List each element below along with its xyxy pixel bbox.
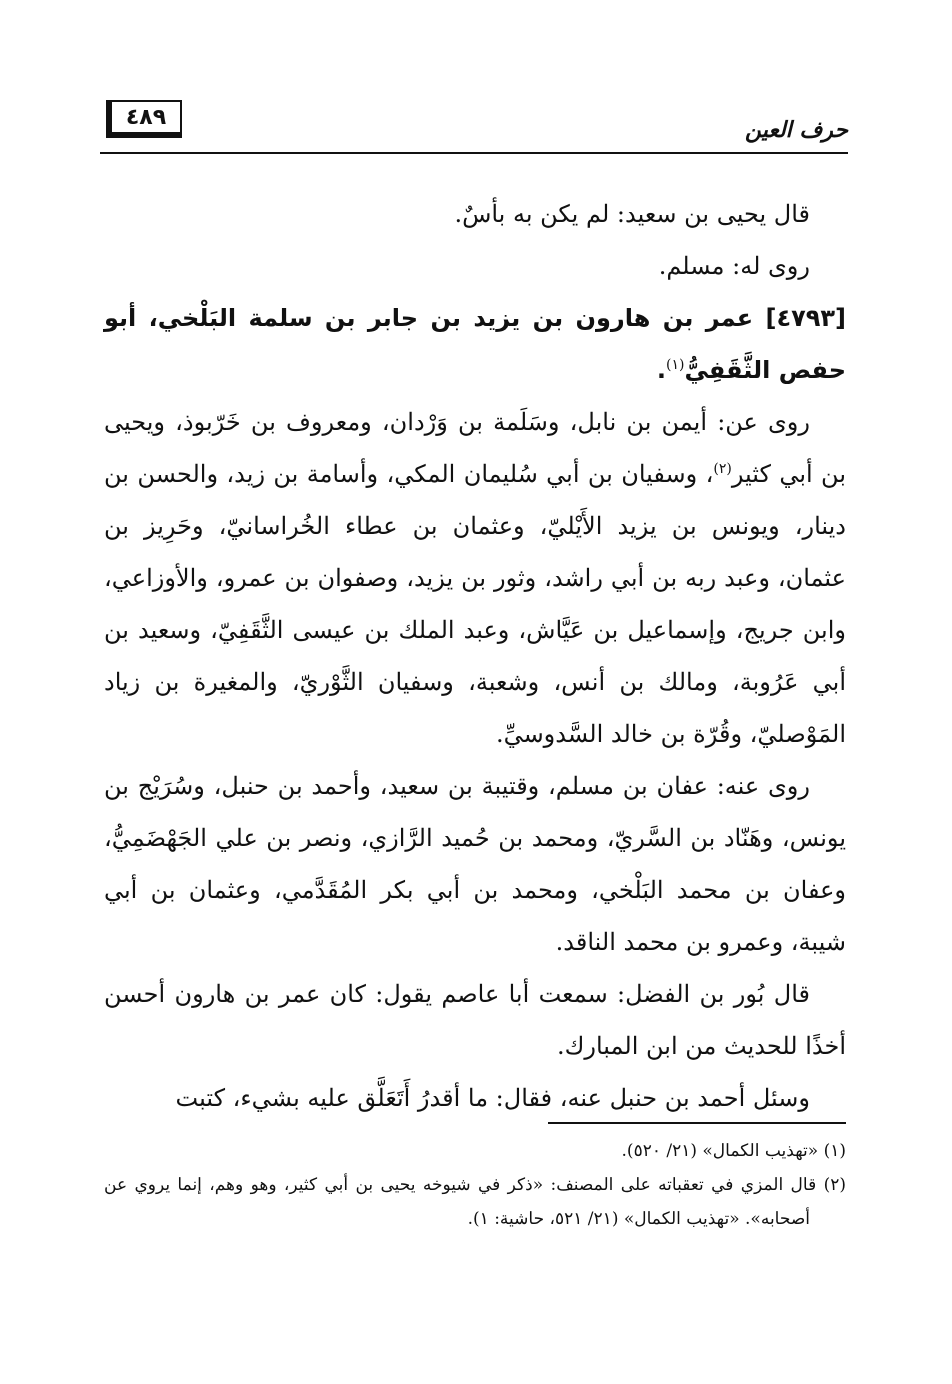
footnote-1: (١) «تهذيب الكمال» (٢١/ ٥٢٠). <box>621 1141 846 1161</box>
paragraph-narrated-by: روى له: مسلم. <box>658 252 810 280</box>
teachers-text-part1: روى عن: أيمن بن نابل، وسَلَمة بن وَرْدان، ومعروف بن خَرّبوذ، ويحيى بن أبي كثير <box>104 408 846 488</box>
page-header <box>100 88 848 158</box>
paragraph-yahya-quote: قال يحيى بن سعيد: لم يكن به بأسٌ. <box>454 200 810 228</box>
footnote-2: (٢) قال المزي في تعقباته على المصنف: «ذكر في شيوخه يحيى بن أبي كثير، وهو وهم، إنما يروي عن أصحابه». «تهذيب الكمال» (٢١/ ٥٢١، حاشية: ١). <box>104 1175 846 1229</box>
paragraph-students: روى عنه: عفان بن مسلم، وقتيبة بن سعيد، وأحمد بن حنبل، وسُرَيْج بن يونس، وهَنّاد بن السَّريّ، ومحمد بن حُميد الرَّازي، ونصر بن علي الجَهْضَمِيُّ، وعفان بن محمد البَلْخي، ومحمد بن أبي بكر المُقَدَّمي، وعثمان بن أبي شيبة، وعمرو بن محمد الناقد. <box>104 772 846 956</box>
footnote-marker-1: (١) <box>666 357 685 373</box>
paragraph-bur-quote: قال بُور بن الفضل: سمعت أبا عاصم يقول: كان عمر بن هارون أحسن أخذًا للحديث من ابن المبارك. <box>104 980 846 1060</box>
footnotes <box>104 1134 846 1236</box>
footnote-marker-2: (٢) <box>713 461 732 477</box>
entry-heading-end: . <box>656 356 666 384</box>
page-number: ٤٨٩ <box>106 100 182 138</box>
running-title: حرف العين <box>744 118 848 143</box>
paragraph-ahmad-quote: وسئل أحمد بن حنبل عنه، فقال: ما أقدرُ أَتَعَلَّق عليه بشيء، كتبت <box>175 1084 810 1112</box>
header-rule <box>100 152 848 154</box>
entry-heading-text: [٤٧٩٣] عمر بن هارون بن يزيد بن جابر بن سلمة البَلْخي، أبو حفص الثَّقَفِيُّ <box>104 304 846 384</box>
entry-heading <box>104 292 846 396</box>
footnote-rule <box>548 1122 846 1124</box>
teachers-text-part2: ، وسفيان بن أبي سُليمان المكي، وأسامة بن زيد، والحسن بن دينار، ويونس بن يزيد الأَيْليّ، وعثمان بن عطاء الخُراسانيّ، وحَرِيز بن عثمان، وعبد ربه بن أبي راشد، وثور بن يزيد، وصفوان بن عمرو، والأوزاعي، وابن جريج، وإسماعيل بن عَيَّاش، وعبد الملك بن عيسى الثَّقَفِيّ، وسعيد بن أبي عَرُوبة، ومالك بن أنس، وشعبة، وسفيان الثَّوْريّ، والمغيرة بن زياد المَوْصليّ، وقُرّة بن خالد السَّدوسيِّ. <box>104 460 846 748</box>
paragraph-teachers <box>104 396 846 760</box>
main-text <box>104 188 846 1124</box>
